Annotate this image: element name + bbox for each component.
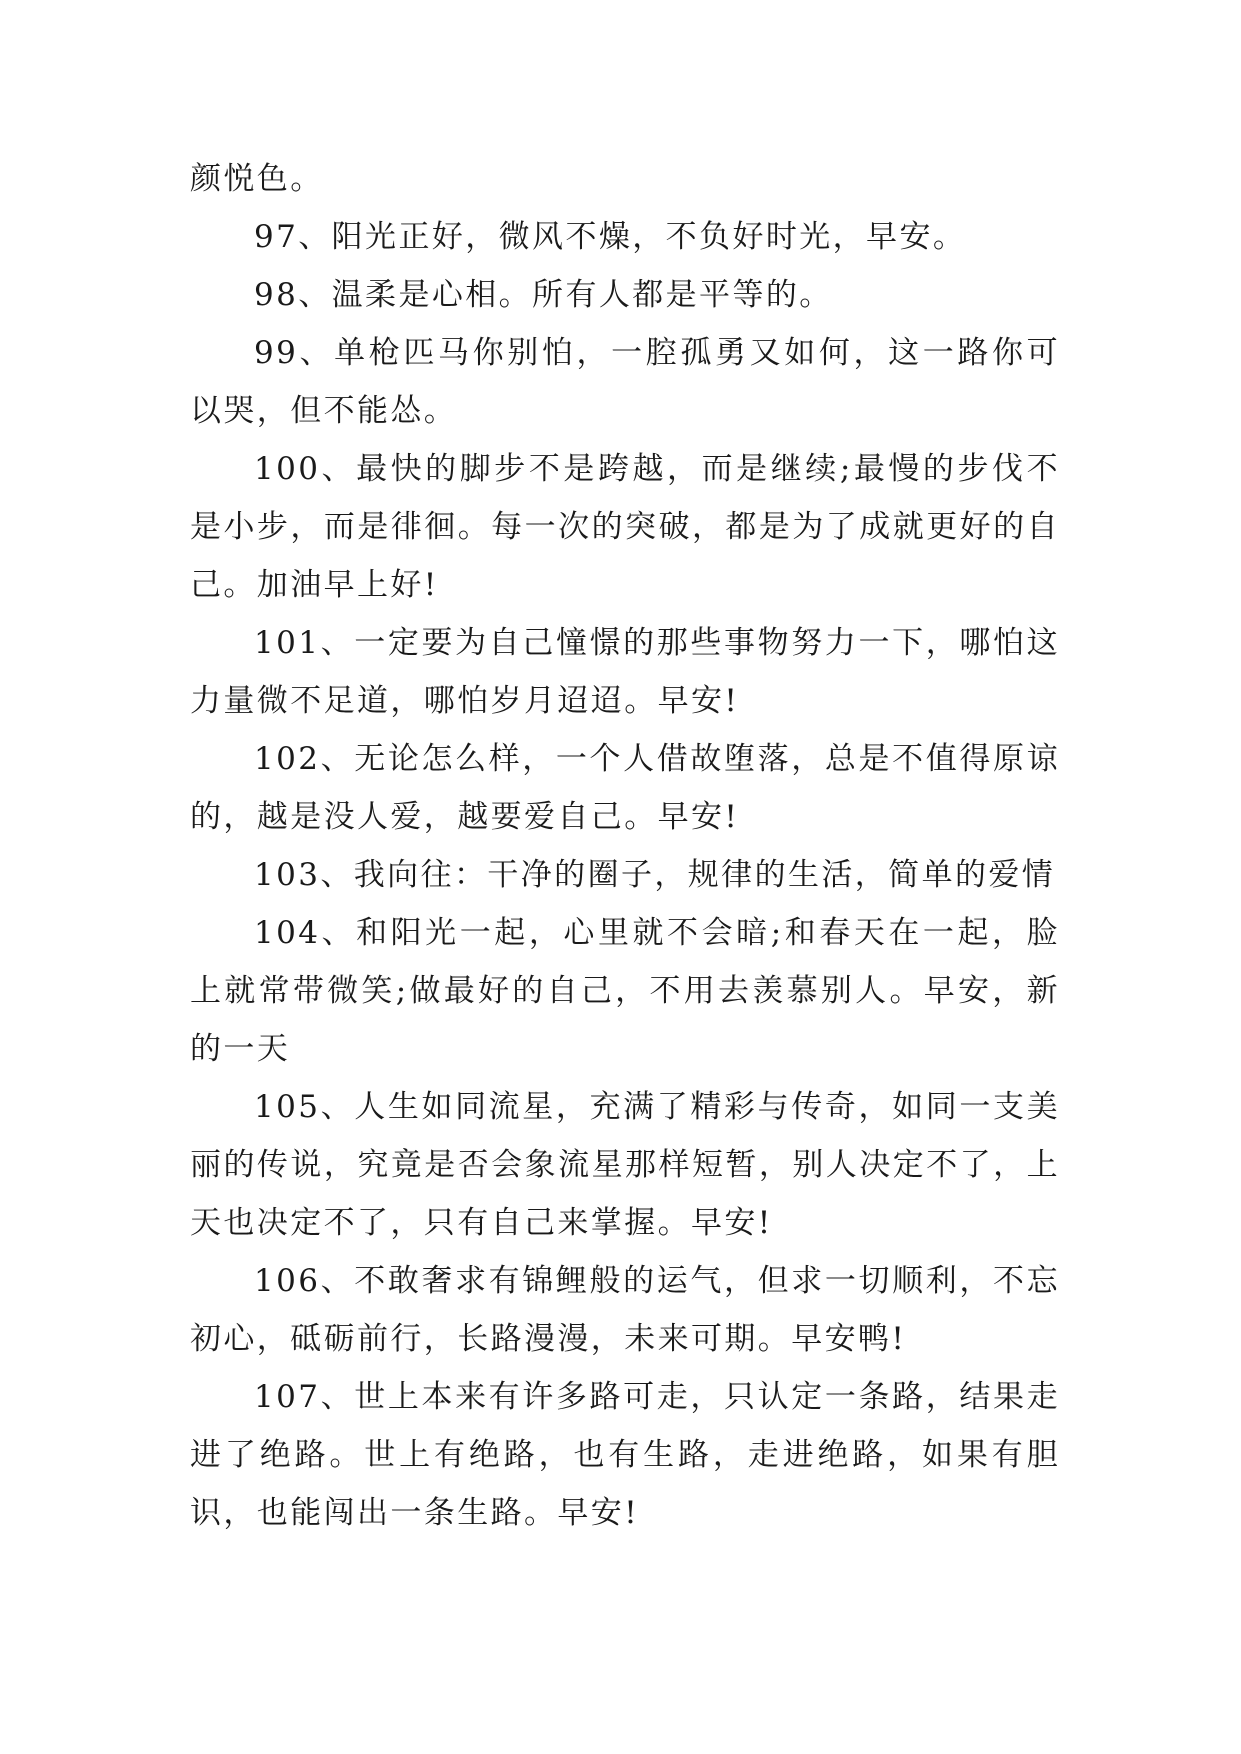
paragraph-97: 97、阳光正好，微风不燥，不负好时光，早安。	[254, 219, 967, 255]
paragraph-101: 101、一定要为自己憧憬的那些事物努力一下，哪怕这力量微不足道，哪怕岁月迢迢。早安!	[190, 625, 1060, 719]
paragraph-107: 107、世上本来有许多路可走，只认定一条路，结果走进了绝路。世上有绝路，也有生路，走进绝路，如果有胆识，也能闯出一条生路。早安!	[190, 1379, 1060, 1531]
paragraph-102: 102、无论怎么样，一个人借故堕落，总是不值得原谅的，越是没人爱，越要爱自己。早安!	[190, 741, 1060, 835]
paragraph-103: 103、我向往：干净的圈子，规律的生活，简单的爱情	[254, 857, 1056, 893]
paragraph-98: 98、温柔是心相。所有人都是平等的。	[254, 277, 833, 313]
paragraph-99: 99、单枪匹马你别怕，一腔孤勇又如何，这一路你可以哭，但不能怂。	[190, 335, 1060, 429]
paragraph-106: 106、不敢奢求有锦鲤般的运气，但求一切顺利，不忘初心，砥砺前行，长路漫漫，未来可期。早安鸭!	[190, 1263, 1060, 1357]
paragraph-100: 100、最快的脚步不是跨越，而是继续;最慢的步伐不是小步，而是徘徊。每一次的突破，都是为了成就更好的自己。加油早上好!	[190, 451, 1060, 603]
paragraph-105: 105、人生如同流星，充满了精彩与传奇，如同一支美丽的传说，究竟是否会象流星那样短暂，别人决定不了，上天也决定不了，只有自己来掌握。早安!	[190, 1089, 1060, 1241]
paragraph-104: 104、和阳光一起，心里就不会暗;和春天在一起，脸上就常带微笑;做最好的自己，不用去羡慕别人。早安，新的一天	[190, 915, 1060, 1067]
paragraph-continuation: 颜悦色。	[190, 161, 324, 197]
document-body	[190, 150, 1060, 1542]
